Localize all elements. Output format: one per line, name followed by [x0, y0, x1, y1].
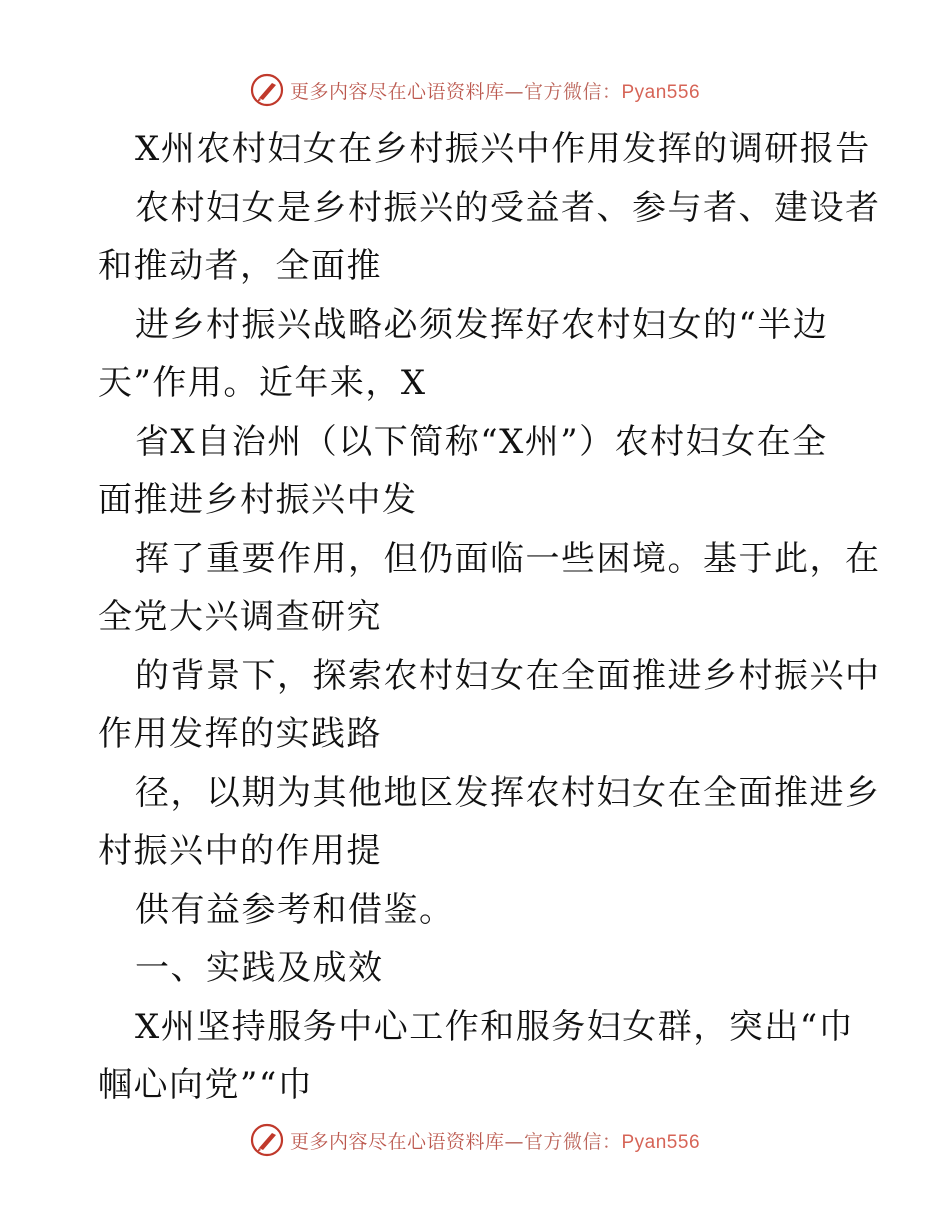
text-line: 天”作用。近年来，X — [98, 363, 427, 403]
text-line: 村振兴中的作用提 — [98, 831, 382, 871]
quill-pen-logo-icon — [250, 1123, 284, 1157]
text-line: 进乡村振兴战略必须发挥好农村妇女的“半边 — [135, 304, 829, 345]
watermark-separator: — — [504, 1130, 524, 1153]
text-line: 的背景下，探索农村妇女在全面推进乡村振兴中 — [135, 655, 881, 696]
text-line: 农村妇女是乡村振兴的受益者、参与者、建设者 — [135, 187, 881, 228]
watermark-text — [290, 1127, 700, 1154]
text-line: 面推进乡村振兴中发 — [98, 480, 418, 520]
text-line: 径，以期为其他地区发挥农村妇女在全面推进乡 — [135, 772, 881, 813]
watermark-separator: — — [504, 80, 524, 103]
watermark-wechat-label: 官方微信： — [523, 80, 622, 103]
watermark-handle: Pyan556 — [621, 81, 701, 103]
text-line: 帼心向党”“巾 — [98, 1065, 314, 1105]
watermark-brand: 更多内容尽在心语资料库 — [289, 80, 505, 103]
watermark-brand: 更多内容尽在心语资料库 — [289, 1130, 505, 1153]
text-line: 和推动者，全面推 — [98, 246, 382, 286]
document-title: X州农村妇女在乡村振兴中作用发挥的调研报告 — [135, 129, 871, 169]
watermark-wechat-label: 官方微信： — [523, 1130, 622, 1153]
document-body — [98, 120, 881, 1115]
text-line: 省X自治州（以下简称“X州”）农村妇女在全 — [135, 421, 828, 462]
section-heading: 一、实践及成效 — [135, 948, 384, 988]
text-line: 全党大兴调查研究 — [98, 597, 382, 637]
text-line: 挥了重要作用，但仍面临一些困境。基于此，在 — [135, 538, 881, 579]
text-line: 供有益参考和借鉴。 — [135, 889, 455, 930]
quill-pen-logo-icon — [250, 73, 284, 107]
watermark-handle: Pyan556 — [621, 1131, 701, 1153]
text-line: 作用发挥的实践路 — [98, 714, 382, 754]
header-watermark — [0, 72, 950, 108]
text-line: X州坚持服务中心工作和服务妇女群，突出“巾 — [135, 1006, 855, 1047]
watermark-text — [290, 77, 700, 104]
footer-watermark — [0, 1122, 950, 1158]
